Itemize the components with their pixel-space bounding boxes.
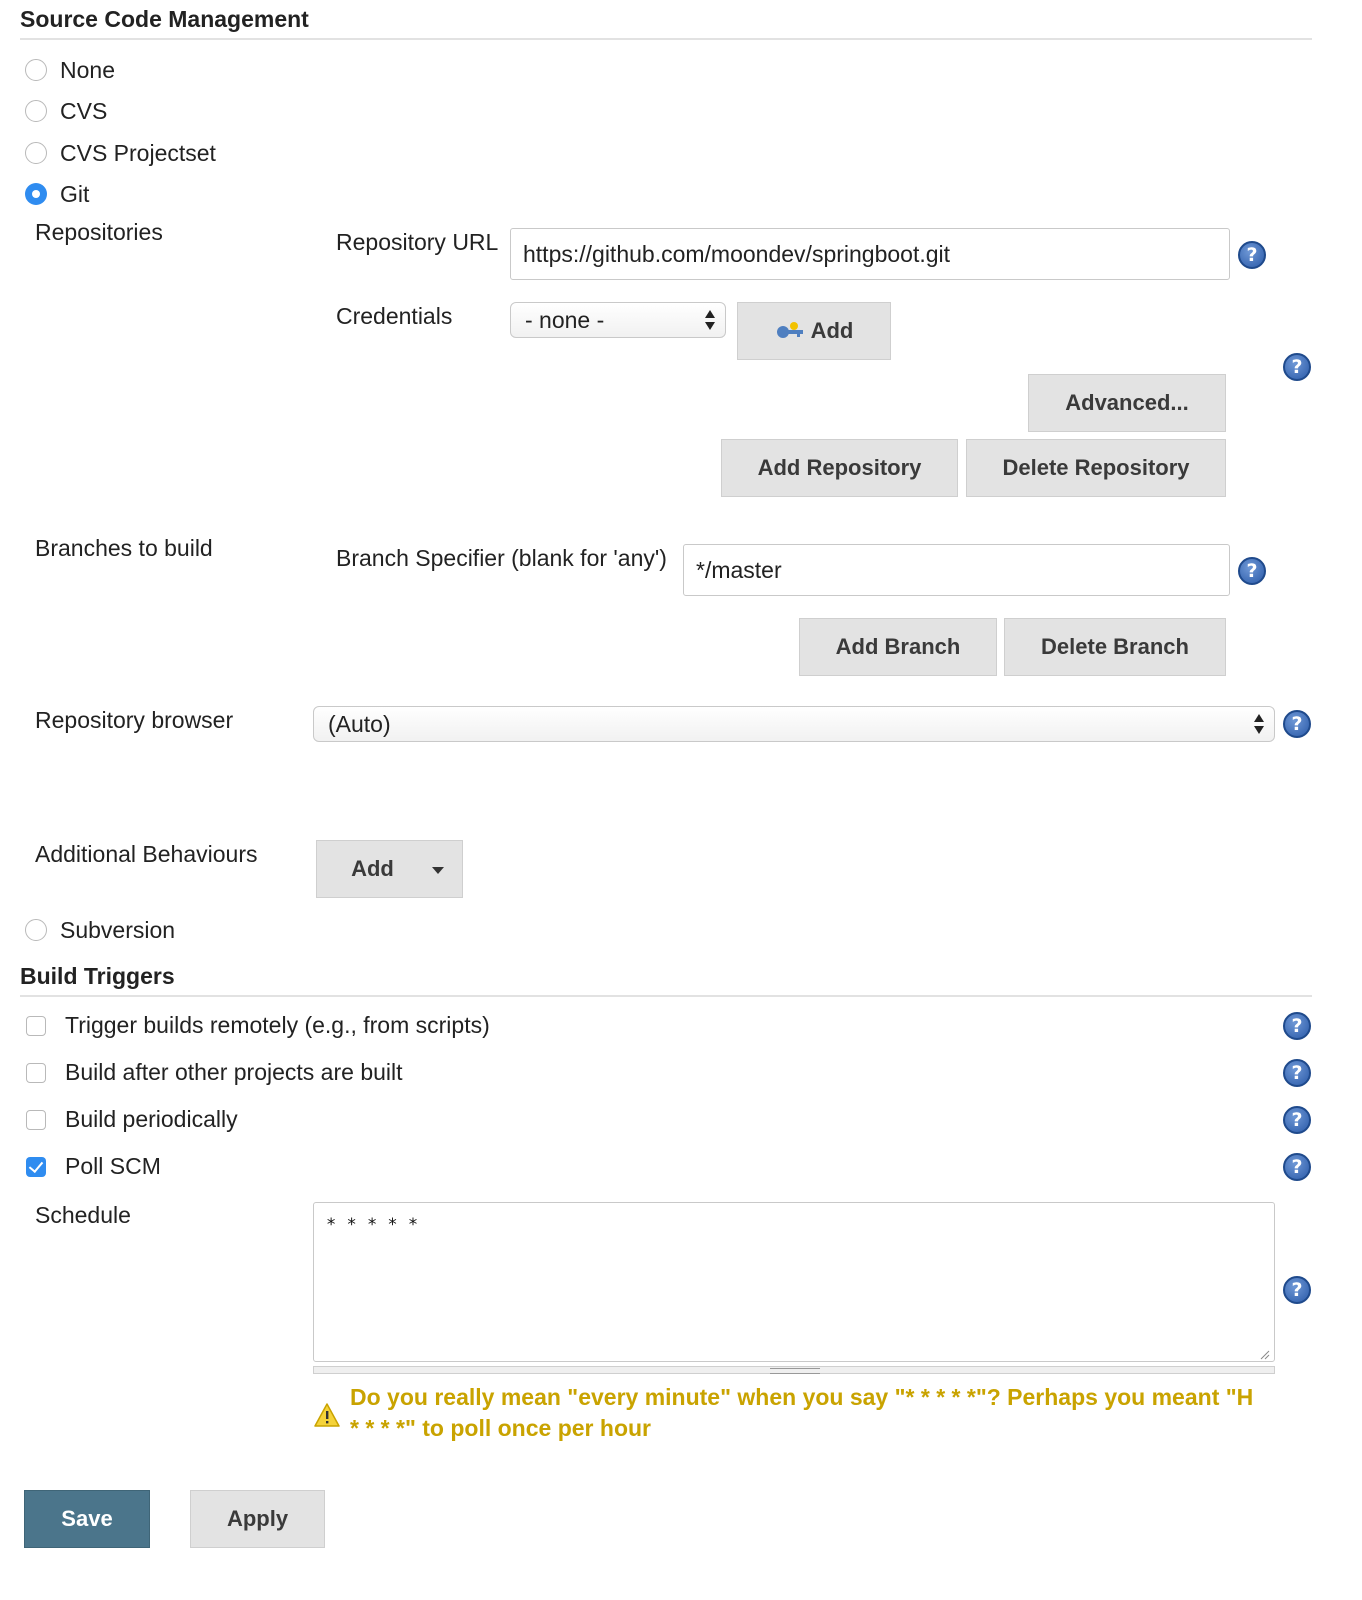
add-credentials-label: Add — [810, 318, 854, 343]
warning-icon — [314, 1403, 340, 1432]
repository-url-input[interactable]: https://github.com/moondev/springboot.git — [510, 228, 1230, 280]
credentials-help-icon[interactable]: ? — [1283, 353, 1311, 381]
apply-button[interactable]: Apply — [190, 1490, 325, 1548]
branch-specifier-input[interactable]: */master — [683, 544, 1230, 596]
credentials-label: Credentials — [336, 303, 453, 329]
repository-browser-select[interactable] — [313, 706, 1275, 742]
poll-scm-help-icon[interactable]: ? — [1283, 1153, 1311, 1181]
additional-behaviours-label: Additional Behaviours — [35, 841, 258, 867]
scm-radio-git[interactable] — [25, 183, 47, 205]
schedule-help-icon[interactable]: ? — [1283, 1276, 1311, 1304]
repository-url-label: Repository URL — [336, 229, 499, 255]
schedule-warning-line2: * * * *" to poll once per hour — [350, 1415, 651, 1441]
scm-radio-none[interactable] — [25, 59, 47, 81]
textarea-resize-handle[interactable] — [313, 1366, 1275, 1374]
scm-radio-subversion[interactable] — [25, 919, 47, 941]
trigger-remote-checkbox[interactable] — [26, 1016, 46, 1036]
trigger-remote-label: Trigger builds remotely (e.g., from scripts) — [65, 1012, 490, 1038]
build-after-checkbox[interactable] — [26, 1063, 46, 1083]
schedule-warning-line1: Do you really mean "every minute" when you say "* * * * *"? Perhaps you meant "H — [350, 1384, 1254, 1410]
scm-option-label-git: Git — [60, 181, 90, 207]
branches-to-build-label: Branches to build — [35, 535, 213, 561]
add-behaviour-label: Add — [351, 856, 394, 881]
build-periodically-help-icon[interactable]: ? — [1283, 1106, 1311, 1134]
repository-url-help-icon[interactable]: ? — [1238, 241, 1266, 269]
branch-specifier-help-icon[interactable]: ? — [1238, 557, 1266, 585]
schedule-label: Schedule — [35, 1202, 131, 1228]
scm-option-label-cvs: CVS — [60, 98, 108, 124]
credentials-select[interactable] — [510, 302, 726, 338]
repository-browser-value: (Auto) — [328, 710, 391, 737]
scm-section-divider — [20, 38, 1312, 40]
advanced-button[interactable]: Advanced... — [1028, 374, 1226, 432]
scm-section-title: Source Code Management — [20, 6, 309, 32]
select-arrows-icon — [705, 309, 715, 331]
build-periodically-checkbox[interactable] — [26, 1110, 46, 1130]
key-icon — [775, 321, 805, 341]
add-repository-button[interactable]: Add Repository — [721, 439, 958, 497]
delete-repository-button[interactable]: Delete Repository — [966, 439, 1226, 497]
build-after-help-icon[interactable]: ? — [1283, 1059, 1311, 1087]
poll-scm-checkbox[interactable] — [26, 1157, 46, 1177]
build-triggers-title: Build Triggers — [20, 963, 175, 989]
build-triggers-divider — [20, 995, 1312, 997]
trigger-remote-help-icon[interactable]: ? — [1283, 1012, 1311, 1040]
scm-option-label-cvs-projectset: CVS Projectset — [60, 140, 216, 166]
build-periodically-label: Build periodically — [65, 1106, 238, 1132]
dropdown-caret-icon — [432, 867, 444, 874]
branch-specifier-label: Branch Specifier (blank for 'any') — [336, 545, 667, 571]
scm-option-label-subversion: Subversion — [60, 917, 176, 943]
repository-browser-label: Repository browser — [35, 707, 234, 733]
scm-radio-cvs[interactable] — [25, 100, 47, 122]
scm-radio-cvs-projectset[interactable] — [25, 142, 47, 164]
add-credentials-button[interactable] — [737, 302, 891, 360]
credentials-select-value: - none - — [525, 306, 605, 333]
scm-option-label-none: None — [60, 57, 115, 83]
delete-branch-button[interactable]: Delete Branch — [1004, 618, 1226, 676]
repositories-label: Repositories — [35, 219, 163, 245]
repository-browser-help-icon[interactable]: ? — [1283, 710, 1311, 738]
select-arrows-icon — [1254, 713, 1264, 735]
resize-grip-icon[interactable] — [1260, 1347, 1270, 1357]
save-button[interactable]: Save — [24, 1490, 150, 1548]
schedule-textarea[interactable]: * * * * * — [313, 1202, 1275, 1362]
build-after-label: Build after other projects are built — [65, 1059, 403, 1085]
add-behaviour-button[interactable] — [316, 840, 463, 898]
add-branch-button[interactable]: Add Branch — [799, 618, 997, 676]
grip-lines-icon — [770, 1368, 820, 1374]
poll-scm-label: Poll SCM — [65, 1153, 161, 1179]
